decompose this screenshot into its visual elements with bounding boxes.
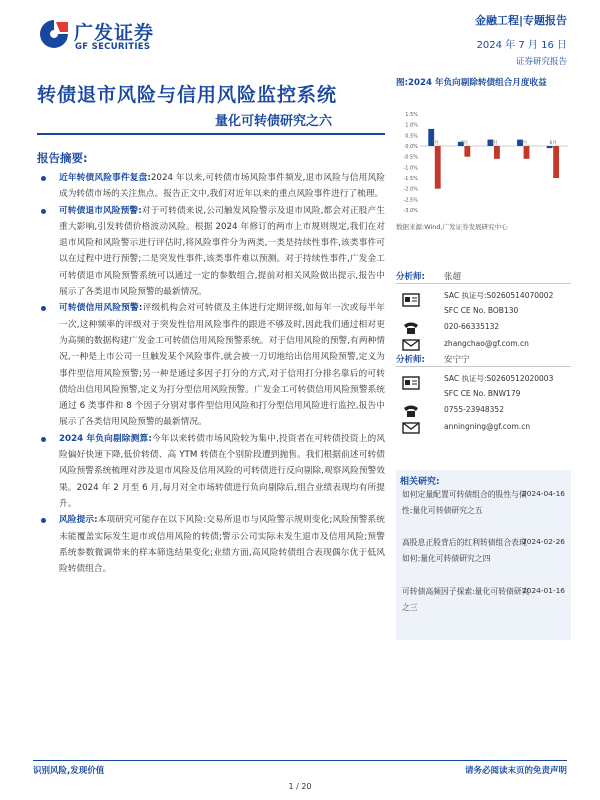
analyst-sac: SAC 执证号:S0260514070002 xyxy=(444,291,554,300)
figure-title: 图:2024 年负向剔除转债组合月度收益 xyxy=(396,78,547,88)
y-tick-label: -1.5% xyxy=(403,176,418,182)
summary-heading: 报告摘要: xyxy=(37,151,88,165)
summary-bullets xyxy=(37,170,385,577)
x-tick-label: 3月 xyxy=(460,141,469,146)
bullet-text: 评级机构会对可转债及主体进行定期评级,如每年一次或每半年一次,这种频率的评级对于突发性信用风险事件的跟进不够及时,因此我们通过相对更为高频的数据构建广发金工可转债信用风险预警系统。对于信用风险的预警,有两种情况,一种是上市公司一旦触发某个风险事件,就会被一刀切地给出信用风险预警,定义为事件型信用风险预警;另一种是通过多因子打分的方式,对于信用打分排名靠后的可转债给出信用风险预警,定义为打分型信用风险预警。广发金工可转债信用风险预警系统通过 6 类事件和 8 个因子分别对事件型信用风险和打分型信用风险进行监控,报告中展示了各类信用风险预警的最新情况。 xyxy=(59,303,385,428)
y-tick-label: 0.5% xyxy=(405,133,418,140)
bullet-dot-icon xyxy=(41,518,46,523)
report-dept: 证券研究报告 xyxy=(515,57,567,67)
id-card-icon xyxy=(402,292,420,308)
y-tick-label: -3.0% xyxy=(403,208,418,214)
bar xyxy=(553,146,559,178)
related-item-title[interactable]: 高股息正股背后的红利转债组合表现如何:量化可转债研究之四 xyxy=(402,538,527,563)
analyst-card xyxy=(396,270,571,348)
summary-bullet xyxy=(37,170,385,203)
bullet-dot-icon xyxy=(41,437,46,442)
bar xyxy=(524,146,530,159)
summary-bullet xyxy=(37,300,385,430)
related-item-title[interactable]: 可转债高频因子探索:量化可转债研究之三 xyxy=(402,587,530,612)
y-tick-label: -2.0% xyxy=(403,186,418,193)
bar xyxy=(547,146,553,148)
bullet-text: 2024 年以来,可转债市场风险事件频发,退市风险与信用风险成为转债市场的关注焦点。报告正文中,我们对近年以来的重点风险事件进行了梳理。 xyxy=(59,173,385,200)
analyst-divider xyxy=(396,283,571,284)
y-tick-label: -1.0% xyxy=(403,165,418,172)
related-item-title[interactable]: 如何定量配置可转债组合的股性与债性:量化可转债研究之五 xyxy=(402,490,527,515)
related-research xyxy=(396,470,571,640)
x-tick-label: 6月 xyxy=(549,141,557,146)
bar xyxy=(435,146,441,189)
monthly-return-chart xyxy=(396,110,571,215)
header-meta xyxy=(475,12,567,67)
analyst-sfc: SFC CE No. BOB130 xyxy=(444,306,519,315)
summary-bullet xyxy=(37,431,385,512)
footer-divider xyxy=(33,760,567,761)
title-divider xyxy=(37,133,385,135)
gf-logo-icon xyxy=(38,18,70,50)
analyst-phone: 0755-23948352 xyxy=(444,405,504,414)
email-icon xyxy=(402,337,420,353)
bar xyxy=(494,146,500,159)
related-item-date: 2024-04-16 xyxy=(522,489,565,498)
figure-source: 数据来源:Wind,广发证券发展研究中心 xyxy=(396,223,508,231)
bullet-heading: 2024 年负向剔除测算: xyxy=(59,433,152,444)
bullet-dot-icon xyxy=(41,176,46,181)
footer-slogan: 识别风险,发现价值 xyxy=(33,766,105,776)
y-tick-label: 0.0% xyxy=(405,144,418,150)
bullet-text: 本项研究可能存在以下风险:交易所退市与风险警示规则变化;风险预警系统未能覆盖实际发生退市或信用风险的转债;警示公司实际未发生退市及信用风险;预警系统参数微调带来的样本筛选结果变化;业绩方面,高风险转债组合表现偶尔优于低风险转债组合。 xyxy=(59,515,385,575)
bullet-heading: 近年转债风险事件复盘: xyxy=(59,173,151,183)
bullet-heading: 风险提示: xyxy=(59,515,98,526)
analyst-label: 分析师: xyxy=(396,355,425,365)
bullet-text: 对于可转债来说,公司触发风险警示及退市风险,都会对正股产生重大影响,引发转债价格波动风险。根据 2024 年修订的两市上市规则规定,我们在对退市风险和风险警示进行评估时,将风险事件分为两类,一类是持续性事件,该类事件可以在过程中进行预警;二是突发性事件,该类事件难以预测。对于持续性事件,广发金工可转债退市风险预警系统可以通过一定的参数组合,提前对相关风险做出提示,报告中展示了各类退市风险预警的最新情况。 xyxy=(59,205,385,298)
company-logo xyxy=(38,18,188,58)
logo-chinese: 广发证券 xyxy=(74,22,155,44)
related-item-date: 2024-02-26 xyxy=(522,537,565,546)
report-type: 金融工程|专题报告 xyxy=(474,14,567,27)
y-tick-label: -0.5% xyxy=(403,154,418,161)
phone-icon xyxy=(402,403,420,419)
analyst-phone: 020-66335132 xyxy=(444,322,500,331)
bullet-heading: 可转债信用风险预警: xyxy=(59,303,143,314)
report-subtitle: 量化可转债研究之六 xyxy=(215,114,333,129)
bar xyxy=(464,146,470,157)
logo-english: GF SECURITIES xyxy=(75,42,151,52)
analyst-email[interactable]: zhangchao@gf.com.cn xyxy=(444,339,529,348)
analyst-label: 分析师: xyxy=(396,272,425,282)
analyst-sfc: SFC CE No. BNW179 xyxy=(444,389,521,398)
x-tick-label: 2月 xyxy=(431,141,439,146)
y-tick-label: 1.5% xyxy=(405,112,418,118)
x-tick-label: 5月 xyxy=(519,141,528,146)
footer-disclaimer: 请务必阅读末页的免责声明 xyxy=(464,766,567,776)
analyst-email[interactable]: anningning@gf.com.cn xyxy=(444,422,531,431)
bullet-text: 今年以来转债市场风险较为集中,投资者在可转债投资上的风险偏好快速下降,低价转债、高 YTM 转债在个别阶段遭到抛售。我们根据前述可转债风险预警系统梳理对涉及退市风险及信用风险的可转债进行反向剔除,观察风险预警效果。2024 年 2 月至 6 月,每月对全市场转债进行负向剔除后,组合业绩表现均有所提升。 xyxy=(59,433,386,509)
y-tick-label: 1.0% xyxy=(405,122,418,129)
analyst-name: 安宁宁 xyxy=(444,355,470,365)
analyst-divider xyxy=(396,366,571,367)
phone-icon xyxy=(402,320,420,336)
bullet-dot-icon xyxy=(41,209,46,214)
y-tick-label: -2.5% xyxy=(403,197,418,204)
analyst-card xyxy=(396,353,571,431)
bullet-dot-icon xyxy=(41,306,46,311)
report-title: 转债退市风险与信用风险监控系统 xyxy=(37,84,338,106)
x-tick-label: 4月 xyxy=(490,141,498,146)
related-heading: 相关研究: xyxy=(400,477,440,487)
report-date: 2024 年 7 月 16 日 xyxy=(476,40,567,51)
id-card-icon xyxy=(402,375,420,391)
bullet-heading: 可转债退市风险预警: xyxy=(59,205,142,216)
summary-bullet xyxy=(37,203,385,301)
email-icon xyxy=(402,420,420,436)
analyst-sac: SAC 执证号:S0260512020003 xyxy=(444,374,554,383)
summary-bullet xyxy=(37,512,385,577)
related-item-date: 2024-01-16 xyxy=(522,586,565,595)
page-number: 1 / 20 xyxy=(288,782,312,791)
analyst-name: 张超 xyxy=(444,272,462,282)
